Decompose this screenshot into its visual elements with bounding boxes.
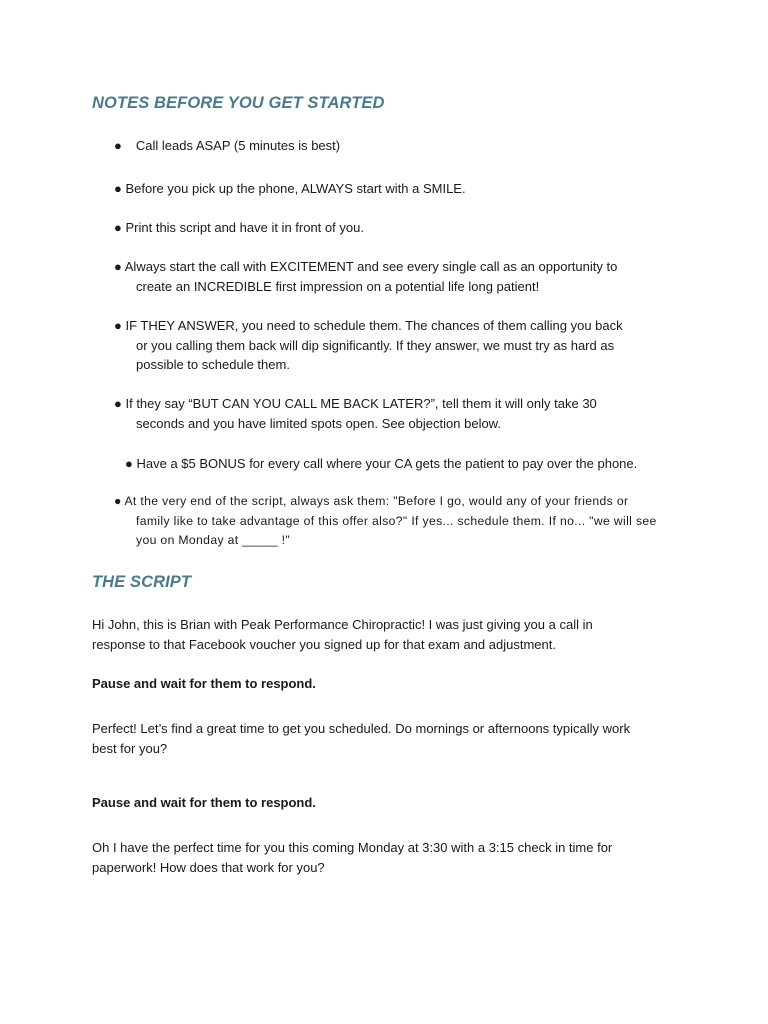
- note-item: [114, 179, 466, 199]
- note-item: [114, 257, 617, 296]
- script-instruction: [92, 674, 316, 694]
- script-line: response to that Facebook voucher you signed up for that exam and adjustment.: [92, 636, 556, 652]
- script-paragraph: [92, 719, 630, 758]
- note-text: Call leads ASAP (5 minutes is best): [135, 138, 341, 153]
- note-text-continued: family like to take advantage of this offer also?" If yes... schedule them. If no... "we will see: [136, 513, 657, 528]
- bullet-icon: ●: [114, 494, 122, 508]
- bullet-icon: ●: [114, 318, 122, 333]
- script-line: Pause and wait for them to respond.: [92, 676, 316, 691]
- bullet-icon: ●: [114, 220, 122, 235]
- notes-heading: NOTES BEFORE YOU GET STARTED: [92, 94, 385, 112]
- script-heading: THE SCRIPT: [92, 573, 192, 591]
- bullet-icon: ●: [114, 181, 122, 196]
- bullet-icon: ●: [114, 259, 122, 274]
- note-text-continued: seconds and you have limited spots open. See objection below.: [136, 415, 501, 431]
- note-text-continued: possible to schedule them.: [136, 357, 290, 372]
- note-text: IF THEY ANSWER, you need to schedule them. The chances of them calling you back: [125, 318, 623, 333]
- note-text: If they say “BUT CAN YOU CALL ME BACK LATER?”, tell them it will only take 30: [125, 396, 597, 411]
- note-item: [125, 454, 637, 474]
- note-item: [114, 316, 623, 375]
- script-instruction: [92, 793, 316, 813]
- note-text-continued: create an INCREDIBLE first impression on a potential life long patient!: [136, 278, 540, 294]
- note-item: [114, 492, 657, 551]
- note-text: Have a $5 BONUS for every call where your CA gets the patient to pay over the phone.: [136, 456, 638, 471]
- bullet-icon: ●: [114, 138, 122, 153]
- script-line: Pause and wait for them to respond.: [92, 795, 316, 810]
- note-text-continued: or you calling them back will dip significantly. If they answer, we must try as hard as: [136, 337, 615, 353]
- script-line: Perfect! Let’s find a great time to get you scheduled. Do mornings or afternoons typically work: [92, 721, 631, 736]
- note-item: [114, 394, 597, 433]
- note-text: Before you pick up the phone, ALWAYS start with a SMILE.: [125, 181, 466, 196]
- bullet-icon: ●: [114, 396, 122, 411]
- script-paragraph: [92, 838, 612, 877]
- note-text: Always start the call with EXCITEMENT and see every single call as an opportunity to: [124, 259, 618, 274]
- script-line: Hi John, this is Brian with Peak Performance Chiropractic! I was just giving you a call in: [92, 617, 593, 632]
- script-paragraph: [92, 615, 593, 654]
- note-item: [114, 136, 340, 156]
- note-text-continued: you on Monday at _____ !": [136, 533, 291, 547]
- script-line: best for you?: [92, 740, 168, 756]
- script-line: paperwork! How does that work for you?: [92, 859, 325, 875]
- bullet-icon: ●: [125, 456, 133, 471]
- note-text: Print this script and have it in front of you.: [125, 220, 364, 235]
- script-line: Oh I have the perfect time for you this coming Monday at 3:30 with a 3:15 check in time for: [92, 840, 613, 855]
- note-text: At the very end of the script, always ask them: "Before I go, would any of your friends or: [124, 494, 629, 508]
- note-item: [114, 218, 364, 238]
